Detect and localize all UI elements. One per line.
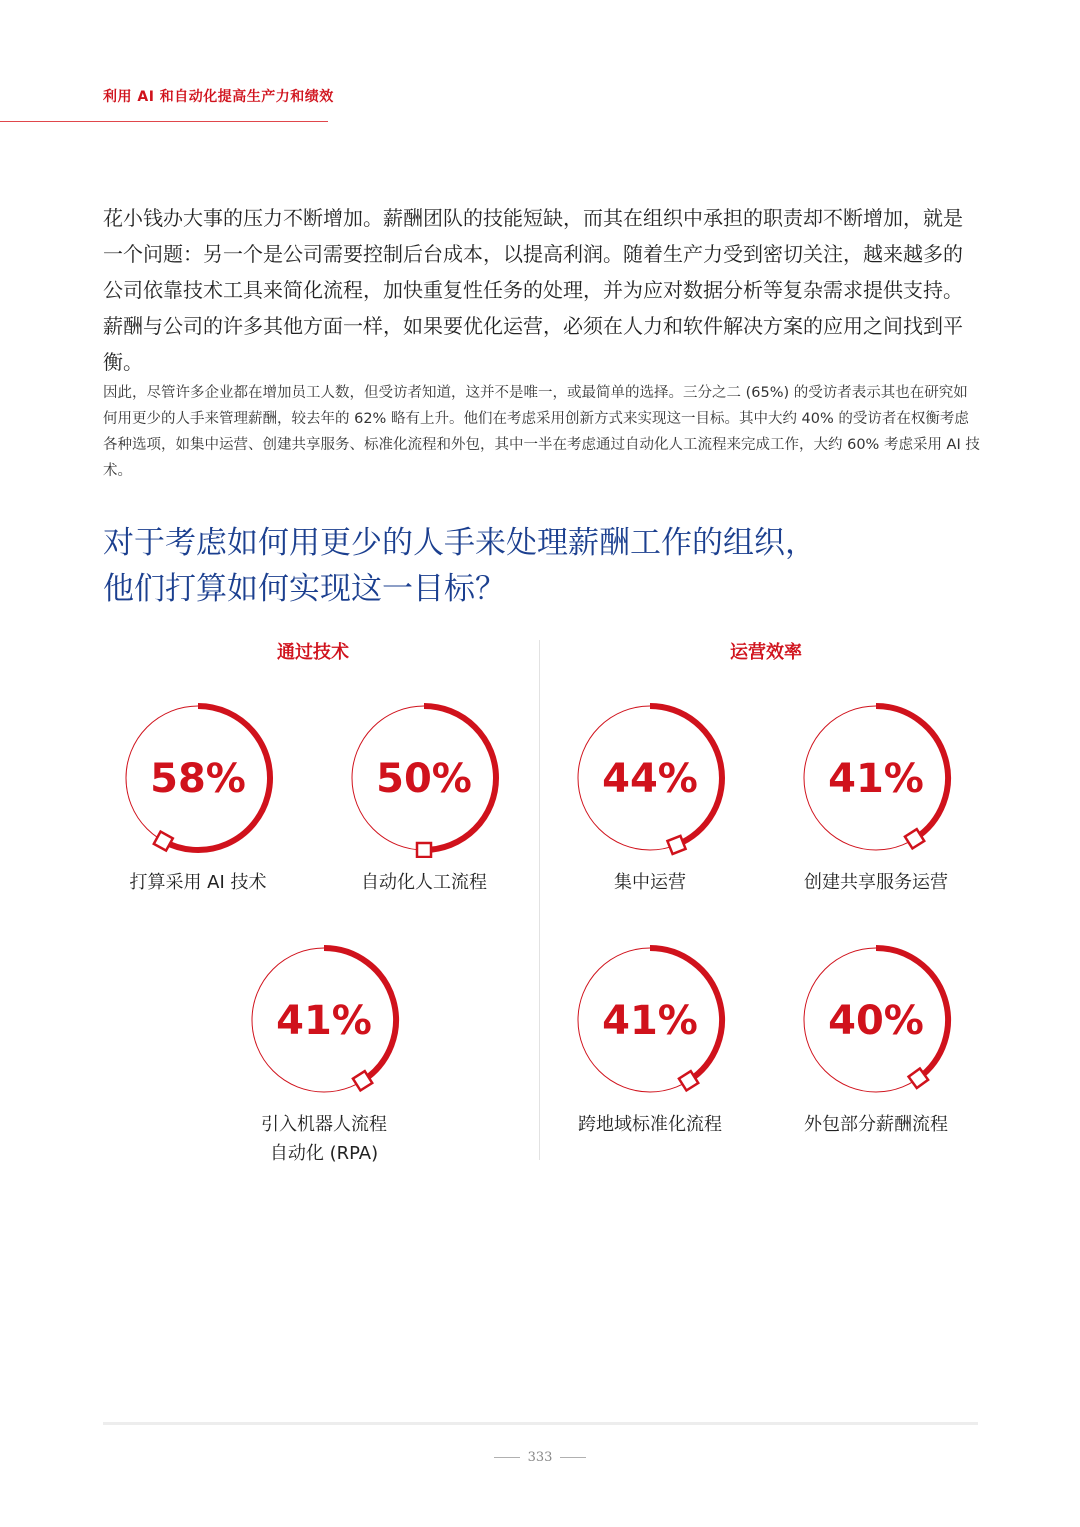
stat-ai-technology bbox=[88, 698, 308, 897]
progress-ring bbox=[570, 940, 730, 1100]
stat-label bbox=[88, 868, 308, 897]
progress-ring bbox=[244, 940, 404, 1100]
progress-ring bbox=[344, 698, 504, 858]
stat-standardize bbox=[540, 940, 760, 1139]
page-number-dash bbox=[560, 1457, 586, 1458]
header-rule bbox=[0, 121, 328, 122]
stat-label-line: 跨地域标准化流程 bbox=[578, 1114, 722, 1135]
group-label-operations: 运营效率 bbox=[730, 642, 802, 663]
progress-ring bbox=[570, 698, 730, 858]
running-header: 利用 AI 和自动化提高生产力和绩效 bbox=[103, 89, 334, 105]
lead-paragraph: 花小钱办大事的压力不断增加。薪酬团队的技能短缺，而其在组织中承担的职责却不断增加，就是一个问题：另一个是公司需要控制后台成本，以提高利润。随着生产力受到密切关注，越来越多的公司依靠技术工具来简化流程，加快重复性任务的处理，并为应对数据分析等复杂需求提供支持。薪酬与公司的许多其他方面一样，如果要优化运营，必须在人力和软件解决方案的应用之间找到平衡。 bbox=[103, 206, 963, 374]
percent-value: 41% bbox=[828, 756, 924, 802]
page-number bbox=[0, 1450, 1080, 1465]
progress-ring bbox=[796, 940, 956, 1100]
stat-label-line: 集中运营 bbox=[614, 872, 686, 893]
stat-label bbox=[314, 868, 534, 897]
percent-value: 41% bbox=[276, 998, 372, 1044]
page-number-dash bbox=[494, 1457, 520, 1458]
section-title-line1: 对于考虑如何用更少的人手来处理薪酬工作的组织， bbox=[103, 525, 816, 561]
stat-label-line: 自动化 (RPA) bbox=[269, 1143, 379, 1164]
stat-label-line: 自动化人工流程 bbox=[361, 872, 487, 893]
percent-value: 44% bbox=[602, 756, 698, 802]
page-number-text: 333 bbox=[527, 1450, 553, 1465]
percent-value: 50% bbox=[376, 756, 472, 802]
stat-shared-services bbox=[766, 698, 986, 897]
stat-rpa bbox=[214, 940, 434, 1168]
progress-ring bbox=[796, 698, 956, 858]
stat-label bbox=[766, 868, 986, 897]
stat-label bbox=[766, 1110, 986, 1139]
stat-label bbox=[214, 1110, 434, 1168]
section-title bbox=[103, 520, 980, 612]
stat-label bbox=[540, 1110, 760, 1139]
stat-automation bbox=[314, 698, 534, 897]
stat-label-line: 创建共享服务运营 bbox=[804, 872, 948, 893]
stat-outsource bbox=[766, 940, 986, 1139]
body-paragraph: 因此，尽管许多企业都在增加员工人数，但受访者知道，这并不是唯一，或最简单的选择。三分之二 (65%) 的受访者表示其也在研究如何用更少的人手来管理薪酬，较去年的 62% 略有上升。他们在考虑采用创新方式来实现这一目标。其中大约 40% 的受访者在权衡考虑各种选项，如集中运营、创建共享服务、标准化流程和外包，其中一半在考虑通过自动化人工流程来完成工作，大约 60% 考虑采用 AI 技术。 bbox=[103, 385, 980, 479]
stat-label-line: 外包部分薪酬流程 bbox=[804, 1114, 948, 1135]
footer-rule bbox=[103, 1422, 978, 1425]
progress-ring bbox=[118, 698, 278, 858]
stat-label-line: 引入机器人流程 bbox=[261, 1114, 387, 1135]
stat-label bbox=[540, 868, 760, 897]
ring-end-marker bbox=[154, 832, 173, 851]
percent-value: 40% bbox=[828, 998, 924, 1044]
ring-end-marker bbox=[667, 836, 685, 854]
stat-label-line: 打算采用 AI 技术 bbox=[129, 872, 267, 893]
section-title-line2: 他们打算如何实现这一目标？ bbox=[103, 571, 506, 607]
stat-centralize bbox=[540, 698, 760, 897]
percent-value: 58% bbox=[150, 756, 246, 802]
group-label-technology: 通过技术 bbox=[277, 642, 349, 663]
ring-end-marker bbox=[417, 843, 431, 857]
percent-value: 41% bbox=[602, 998, 698, 1044]
